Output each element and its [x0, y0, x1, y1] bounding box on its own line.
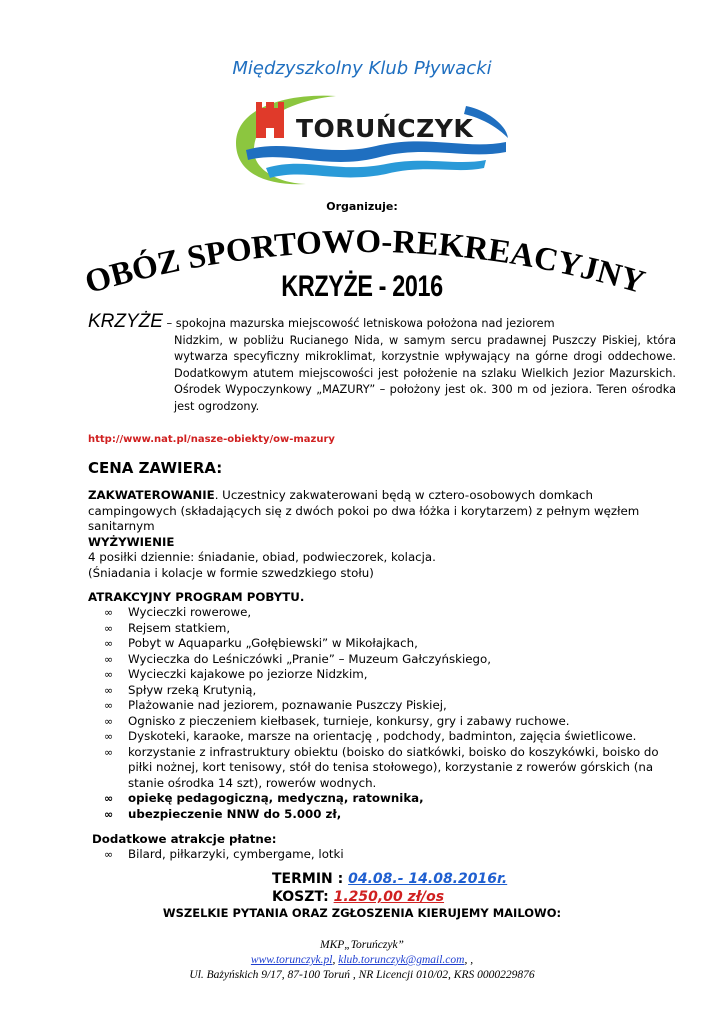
list-item: [104, 807, 684, 823]
bullet-icon: ∞: [104, 668, 114, 681]
ow-mazury-link[interactable]: http://www.nat.pl/nasze-obiekty/ow-mazury: [88, 434, 335, 445]
list-item-text: Rejsem statkiem,: [128, 620, 231, 635]
koszt-line: [272, 889, 444, 905]
termin-label: TERMIN :: [272, 871, 349, 887]
list-item: [104, 636, 684, 652]
program-heading: ATRAKCYJNY PROGRAM POBYTU.: [88, 590, 305, 604]
list-item-text: korzystanie z infrastruktury obiektu (boisko do siatkówki, boisko do koszykówki, boisko do piłki nożnej, kort tenisowy, stół do tenisa stołowego), korzystanie z rowerów górskich (na stanie ośrodka 14 szt), rowerów wodnych.: [128, 744, 659, 790]
list-item-text: Spływ rzeką Krutynią,: [128, 682, 257, 697]
program-list: [104, 605, 684, 822]
footer-org: MKP„Toruńczyk”: [320, 939, 404, 951]
list-item: [104, 667, 684, 683]
list-item: [104, 698, 684, 714]
list-item: [104, 683, 684, 699]
zakwaterowanie-text: . Uczestnicy zakwaterowani będą w cztero-osobowych domkach campingowych (składających się z dwóch pokoi po dwa łóżka i korytarzem) z pełnym węzłem sanitarnym: [88, 488, 640, 533]
pytania-note: WSZELKIE PYTANIA ORAZ ZGŁOSZENIA KIERUJEMY MAILOWO:: [162, 906, 562, 920]
list-item-text: Dyskoteki, karaoke, marsze na orientację , podchody, badminton, zajęcia świetlicowe.: [128, 729, 637, 743]
list-item-text: Wycieczki rowerowe,: [128, 605, 252, 619]
bullet-icon: ∞: [104, 807, 114, 821]
zakwaterowanie-block: [88, 488, 668, 581]
list-item-text: Pobyt w Aquaparku „Gołębiewski” w Mikołajkach,: [128, 636, 418, 650]
termin-value: 04.08.- 14.08.2016r.: [348, 871, 508, 887]
intro-text: Nidzkim, w pobliżu Rucianego Nida, w samym sercu pradawnej Puszczy Piskiej, która wytwarza specyficzny mikroklimat, korzystnie wpływający na górne drogi oddechowe. Dodatkowym atutem miejscowości jest położenie na szlaku Wielkich Jezior Mazurskich. Ośrodek Wypoczynkowy „MAZURY” – położony jest ok. 300 m od jeziora. Teren ośrodka jest ogrodzony.: [174, 333, 676, 413]
footer-address: Ul. Bażyńskich 9/17, 87-100 Toruń , NR Licencji 010/02, KRS 0000229876: [189, 969, 535, 981]
koszt-value: 1.250,00 zł/os: [333, 889, 445, 905]
list-item: [104, 621, 684, 637]
bullet-icon: ∞: [104, 606, 114, 619]
website-link[interactable]: www.torunczyk.pl: [250, 954, 333, 966]
koszt-label: KOSZT:: [272, 889, 334, 905]
bullet-icon: ∞: [104, 652, 114, 666]
list-item-text: ubezpieczenie NNW do 5.000 zł,: [128, 806, 342, 821]
extra-heading: Dodatkowe atrakcje płatne:: [92, 832, 277, 846]
list-item-text: Plażowanie nad jeziorem, poznawanie Puszczy Piskiej,: [128, 698, 447, 712]
list-item: [104, 745, 684, 792]
wyzywienie-label: WYŻYWIENIE: [88, 534, 175, 549]
bullet-icon: ∞: [104, 637, 114, 650]
logo-text: TORUŃCZYK: [296, 114, 474, 143]
subtitle: KRZYŻE - 2016: [281, 270, 443, 303]
list-item-text: Wycieczka do Leśniczówki „Pranie” – Muzeum Gałczyńskiego,: [128, 651, 491, 666]
cena-heading: CENA ZAWIERA:: [88, 459, 223, 477]
footer: MKP„Toruńczyk” www.torunczyk.pl, klub.torunczyk@gmail.com, , Ul. Bażyńskich 9/17, 87-100 Toruń , NR Licencji 010/02, KRS 0000229876: [0, 938, 724, 983]
list-item-text: Wycieczki kajakowe po jeziorze Nidzkim,: [128, 667, 368, 681]
list-item: [104, 652, 684, 668]
club-name: Międzyszkolny Klub Pływacki: [232, 58, 492, 79]
list-item: ∞ Bilard, piłkarzyki, cymbergame, lotki: [104, 847, 344, 861]
list-item-text: Ognisko z pieczeniem kiełbasek, turnieje, konkursy, gry i zabawy ruchowe.: [128, 713, 570, 728]
bullet-icon: ∞: [104, 699, 114, 712]
list-item: [104, 714, 684, 730]
intro-keyword: KRZYŻE: [88, 311, 163, 332]
bullet-icon: ∞: [104, 730, 114, 743]
wyzywienie-line1: 4 posiłki dziennie: śniadanie, obiad, podwieczorek, kolacja.: [88, 550, 436, 564]
zakwaterowanie-label: ZAKWATEROWANIE: [88, 488, 215, 502]
list-item: [104, 729, 684, 745]
list-item-text: opiekę pedagogiczną, medyczną, ratownika,: [128, 791, 424, 805]
wyzywienie-line2: (Śniadania i kolacje w formie szwedzkiego stołu): [88, 565, 374, 580]
termin-line: [272, 871, 507, 887]
bullet-icon: ∞: [104, 621, 114, 635]
intro-first-line: – spokojna mazurska miejscowość letniskowa położona nad jeziorem: [162, 317, 555, 330]
organizuje-label: Organizuje:: [326, 200, 398, 213]
bullet-icon: ∞: [104, 714, 114, 728]
extra-list: [104, 847, 684, 863]
email-link[interactable]: klub.torunczyk@gmail.com: [338, 954, 465, 966]
title-text: OBÓZ SPORTOWO-REKREACYJNY: [81, 223, 649, 302]
intro-paragraph: [88, 311, 676, 415]
bullet-icon: ∞: [104, 683, 114, 697]
torunczyk-logo: [226, 88, 516, 188]
bullet-icon: ∞: [104, 745, 114, 759]
bullet-icon: ∞: [104, 792, 114, 805]
list-item: [104, 791, 684, 807]
bullet-icon: ∞: [104, 848, 114, 861]
list-item: [104, 605, 684, 621]
